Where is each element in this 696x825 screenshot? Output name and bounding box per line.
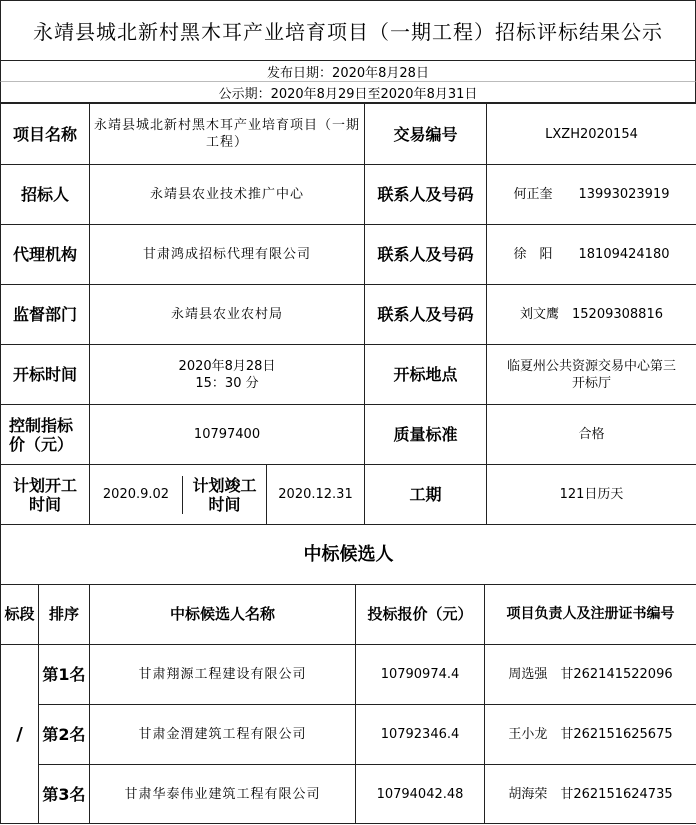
trade-no-label: 交易编号 — [365, 104, 487, 165]
tenderer-value: 永靖县农业技术推广中心 — [90, 165, 365, 225]
row-agency — [1, 225, 696, 285]
lot-value: / — [1, 645, 39, 824]
page-title: 永靖县城北新村黑木耳产业培育项目（一期工程）招标评标结果公示 — [0, 0, 696, 61]
rank-1: 第1名 — [39, 645, 90, 705]
rank-3: 第3名 — [39, 765, 90, 824]
open-place-label: 开标地点 — [365, 345, 487, 405]
tenderer-contact-label: 联系人及号码 — [365, 165, 487, 225]
plan-start-label: 计划开工时间 — [1, 465, 90, 525]
plan-finish-value: 2020.12.31 — [267, 465, 365, 525]
candidate-name-3: 甘肃华泰伟业建筑工程有限公司 — [90, 765, 356, 824]
agency-contact-value: 徐 阳 18109424180 — [487, 225, 696, 285]
candidates-table — [0, 524, 696, 824]
candidate-name-1: 甘肃翔源工程建设有限公司 — [90, 645, 356, 705]
candidates-section-title: 中标候选人 — [1, 525, 696, 585]
row-supervisor — [1, 285, 696, 345]
control-price-label: 控制指标价（元） — [1, 405, 90, 465]
publish-date: 发布日期：2020年8月28日 — [0, 61, 696, 82]
supervisor-label: 监督部门 — [1, 285, 90, 345]
header-candidate-name: 中标候选人名称 — [90, 585, 356, 645]
project-name-value: 永靖县城北新村黑木耳产业培育项目（一期工程） — [90, 104, 365, 165]
row-schedule — [1, 465, 696, 525]
header-lot: 标段 — [1, 585, 39, 645]
row-project-name — [1, 104, 696, 165]
open-place-value: 临夏州公共资源交易中心第三开标厅 — [487, 345, 696, 405]
agency-label: 代理机构 — [1, 225, 90, 285]
notice-period: 公示期：2020年8月29日至2020年8月31日 — [0, 82, 696, 103]
trade-no-value: LXZH2020154 — [487, 104, 696, 165]
bid-price-1: 10790974.4 — [356, 645, 485, 705]
open-time-value: 2020年8月28日 15：30 分 — [90, 345, 365, 405]
rank-2: 第2名 — [39, 705, 90, 765]
candidates-section-row — [1, 525, 696, 585]
supervisor-value: 永靖县农业农村局 — [90, 285, 365, 345]
control-price-value: 10797400 — [90, 405, 365, 465]
candidate-name-2: 甘肃金渭建筑工程有限公司 — [90, 705, 356, 765]
bid-price-2: 10792346.4 — [356, 705, 485, 765]
schedule-split-cell — [90, 465, 267, 525]
quality-value: 合格 — [487, 405, 696, 465]
manager-2: 王小龙 甘262151625675 — [485, 705, 696, 765]
project-name-label: 项目名称 — [1, 104, 90, 165]
plan-start-value: 2020.9.02 — [90, 476, 183, 514]
table-row — [1, 765, 696, 824]
tenderer-contact-value: 何正奎 13993023919 — [487, 165, 696, 225]
supervisor-contact-value: 刘文鹰 15209308816 — [487, 285, 696, 345]
project-info-table — [0, 103, 696, 525]
manager-3: 胡海荣 甘262151624735 — [485, 765, 696, 824]
agency-contact-label: 联系人及号码 — [365, 225, 487, 285]
tenderer-label: 招标人 — [1, 165, 90, 225]
table-row — [1, 705, 696, 765]
duration-label: 工期 — [365, 465, 487, 525]
agency-value: 甘肃鸿成招标代理有限公司 — [90, 225, 365, 285]
table-row — [1, 645, 696, 705]
candidates-header-row — [1, 585, 696, 645]
supervisor-contact-label: 联系人及号码 — [365, 285, 487, 345]
header-bid-price: 投标报价（元） — [356, 585, 485, 645]
plan-finish-label: 计划竣工时间 — [192, 475, 257, 514]
header-rank: 排序 — [39, 585, 90, 645]
bid-price-3: 10794042.48 — [356, 765, 485, 824]
open-time-label: 开标时间 — [1, 345, 90, 405]
quality-label: 质量标准 — [365, 405, 487, 465]
manager-1: 周选强 甘262141522096 — [485, 645, 696, 705]
row-control-price — [1, 405, 696, 465]
header-manager: 项目负责人及注册证书编号 — [485, 585, 696, 645]
row-tenderer — [1, 165, 696, 225]
row-open-time — [1, 345, 696, 405]
duration-value: 121日历天 — [487, 465, 696, 525]
